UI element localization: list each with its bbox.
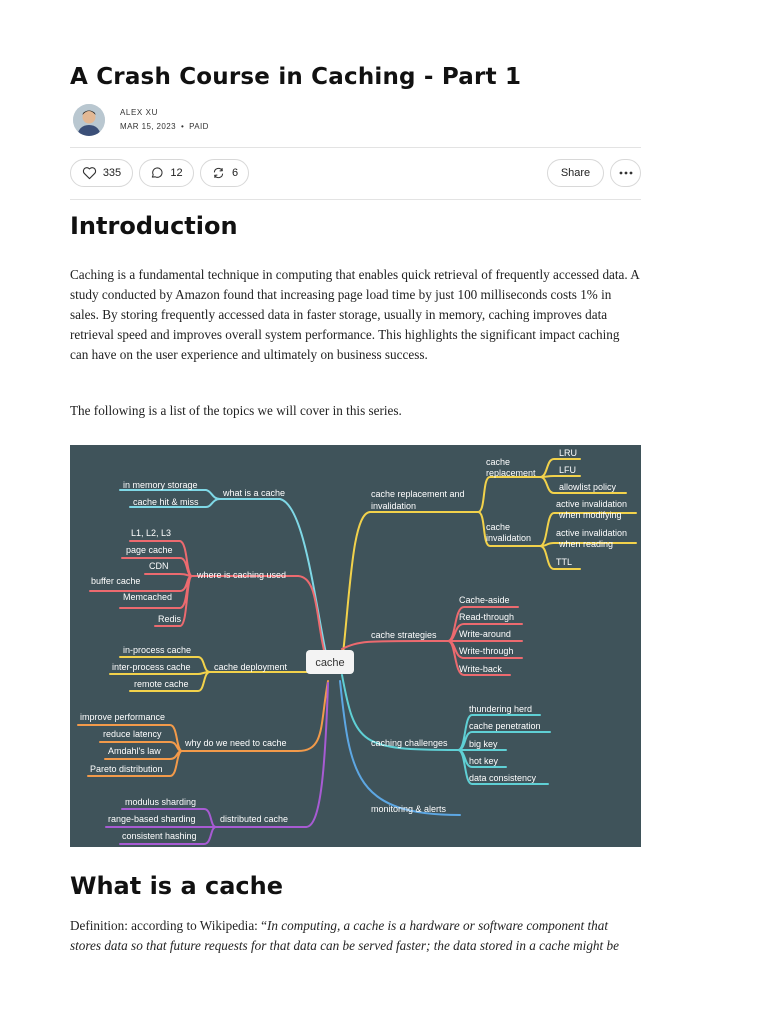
mm-leaf: big key <box>469 739 498 749</box>
definition-prefix: Definition: according to Wikipedia: “ <box>70 918 267 933</box>
mindmap-diagram <box>70 445 641 847</box>
mm-leaf: data consistency <box>469 773 537 783</box>
mm-what-is-a-cache: what is a cache <box>223 488 286 498</box>
author-name[interactable]: ALEX XU <box>120 108 158 117</box>
mm-cache-deployment: cache deployment <box>214 662 288 672</box>
mm-leaf: Redis <box>158 614 182 624</box>
post-meta <box>120 122 209 131</box>
share-button[interactable] <box>547 159 604 187</box>
comment-button[interactable] <box>139 159 194 187</box>
mm-leaf: Pareto distribution <box>90 764 163 774</box>
divider <box>70 147 641 148</box>
share-label: Share <box>560 167 591 179</box>
mm-leaf: when modifying <box>559 510 622 520</box>
mm-leaf: Write-around <box>459 629 511 639</box>
definition-quote: In computing, a cache is a hardware or software component that stores data so that future requests for that data can be served faster; the data stored in a cache might be <box>70 918 619 953</box>
mm-leaf: reduce latency <box>103 729 162 739</box>
mm-leaf: LRU <box>559 448 578 458</box>
mm-distributed-cache: distributed cache <box>220 814 289 824</box>
mm-leaf: modulus sharding <box>125 797 197 807</box>
mm-leaf: Memcached <box>123 592 173 602</box>
mm-where-is-caching-used: where is caching used <box>197 570 287 580</box>
mm-leaf: Cache-aside <box>459 595 510 605</box>
heart-icon <box>82 166 97 180</box>
mm-replacement-invalidation: cache replacement and <box>371 489 465 499</box>
more-options-button[interactable] <box>610 159 641 187</box>
mm-leaf: remote cache <box>134 679 189 689</box>
mm-leaf: improve performance <box>80 712 166 722</box>
mm-leaf: TTL <box>556 557 573 567</box>
access-badge: PAID <box>189 122 209 131</box>
post-date: MAR 15, 2023 <box>120 122 176 131</box>
more-icon <box>619 171 633 175</box>
byline <box>70 103 641 137</box>
mm-cache-invalidation-line2: invalidation <box>486 533 532 543</box>
avatar[interactable] <box>73 104 105 136</box>
definition-paragraph <box>70 916 641 956</box>
mm-leaf: buffer cache <box>91 576 141 586</box>
mm-leaf: cache hit & miss <box>133 497 199 507</box>
mm-monitoring-alerts: monitoring & alerts <box>371 804 447 814</box>
mm-leaf: active invalidation <box>556 528 628 538</box>
mm-leaf: in memory storage <box>123 480 198 490</box>
mm-leaf: when reading <box>559 539 614 549</box>
restack-button[interactable] <box>200 159 249 187</box>
mm-leaf: L1, L2, L3 <box>131 528 172 538</box>
mm-cache-replacement: cache <box>486 457 511 467</box>
mindmap-center-label: cache <box>315 657 345 669</box>
mm-leaf: Write-back <box>459 664 502 674</box>
restack-count: 6 <box>231 167 239 179</box>
mm-leaf: allowlist policy <box>559 482 617 492</box>
separator-dot: • <box>180 122 185 131</box>
like-count: 335 <box>102 167 122 179</box>
mm-leaf: cache penetration <box>469 721 541 731</box>
author-photo-icon <box>73 104 105 136</box>
mm-leaf: page cache <box>126 545 173 555</box>
like-button[interactable] <box>70 159 133 187</box>
mm-leaf: thundering herd <box>469 704 533 714</box>
action-bar <box>70 159 641 189</box>
mm-leaf: Amdahl's law <box>108 746 161 756</box>
mm-cache-replacement-line2: replacement <box>486 468 536 478</box>
mm-cache-strategies: cache strategies <box>371 630 437 640</box>
mm-leaf: LFU <box>559 465 577 475</box>
comment-icon <box>150 166 164 180</box>
mm-leaf: Read-through <box>459 612 515 622</box>
mm-leaf: Write-through <box>459 646 514 656</box>
section-heading-introduction: Introduction <box>70 212 238 240</box>
mm-leaf: range-based sharding <box>108 814 196 824</box>
section-heading-what-is-a-cache: What is a cache <box>70 872 284 900</box>
mm-leaf: hot key <box>469 756 499 766</box>
page-title: A Crash Course in Caching - Part 1 <box>70 64 522 90</box>
mm-leaf: inter-process cache <box>112 662 191 672</box>
mm-cache-invalidation: cache <box>486 522 511 532</box>
mm-leaf: active invalidation <box>556 499 628 509</box>
restack-icon <box>211 166 226 180</box>
mm-leaf: in-process cache <box>123 645 192 655</box>
caching-mindmap <box>70 445 641 847</box>
mm-leaf: consistent hashing <box>122 831 197 841</box>
mm-caching-challenges: caching challenges <box>371 738 448 748</box>
topics-paragraph: The following is a list of the topics we will cover in this series. <box>70 403 402 418</box>
comment-count: 12 <box>170 167 183 179</box>
divider <box>70 199 641 200</box>
mm-replacement-invalidation-line2: invalidation <box>371 501 417 511</box>
intro-paragraph: Caching is a fundamental technique in computing that enables quick retrieval of frequently accessed data. A study conducted by Amazon found that increasing page load time by just 100 milliseconds costs 1% in sales. By storing frequently accessed data in faster storage, usually in memory, caching improves data retrieval speed and improves overall system performance. This highlights the significant impact caching can have on the user experience and ultimately on business success. <box>70 267 640 362</box>
mm-why-do-we-need-cache: why do we need to cache <box>185 738 287 748</box>
mm-leaf: CDN <box>149 561 169 571</box>
